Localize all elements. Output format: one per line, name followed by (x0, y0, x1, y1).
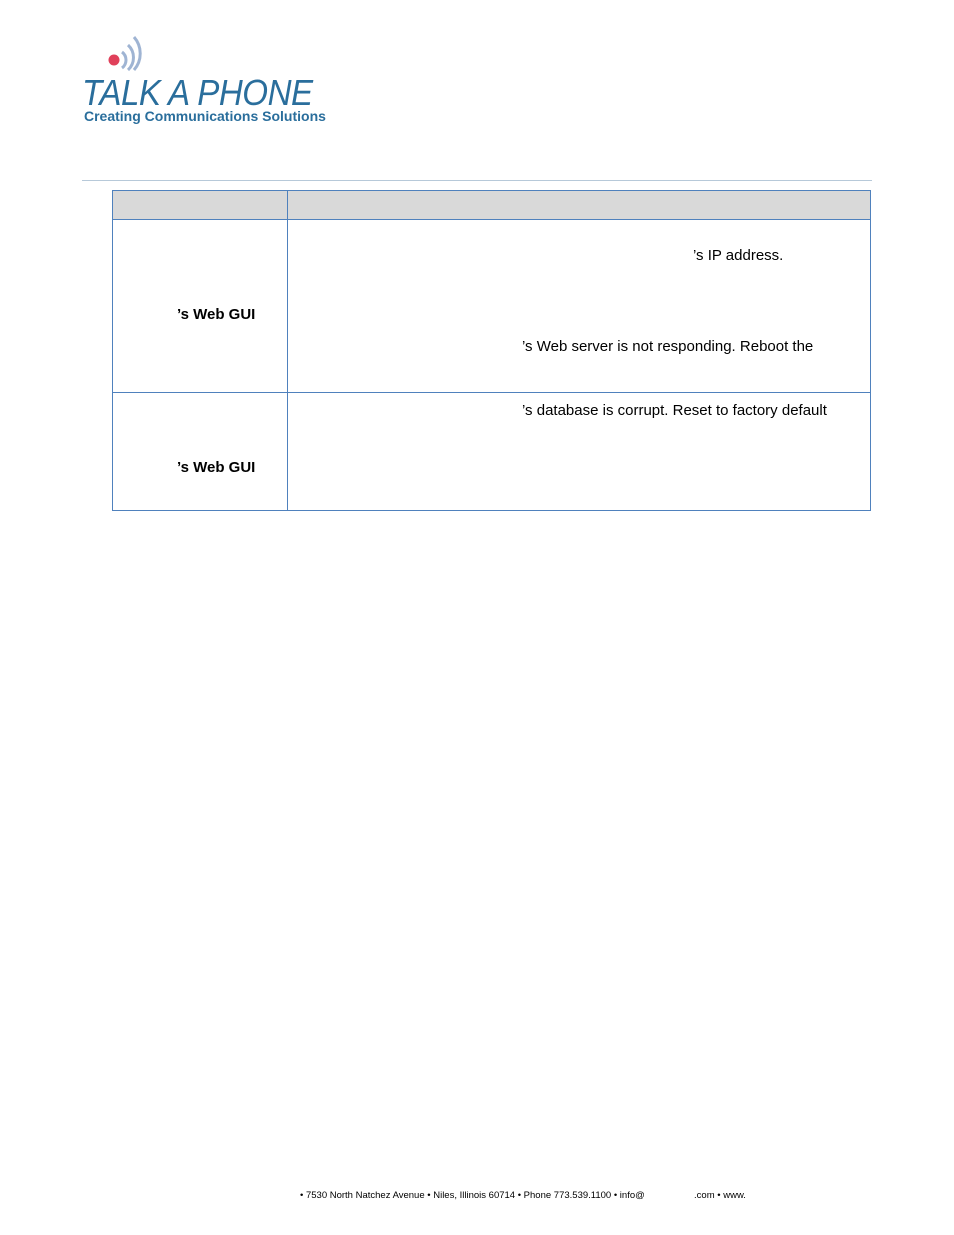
logo-tagline: Creating Communications Solutions (84, 108, 326, 124)
table-row (113, 220, 871, 393)
sound-waves-icon (106, 32, 156, 72)
header-divider (82, 180, 872, 181)
header-cell-solution (288, 191, 871, 220)
problem-cell (113, 220, 288, 393)
solution-cell (288, 220, 871, 393)
logo-wordmark: TALK A PHONE (82, 72, 313, 113)
page-footer (300, 1190, 746, 1201)
problem-text: ’s Web GUI (177, 459, 256, 476)
problem-cell (113, 393, 288, 511)
table-header-row (113, 191, 871, 220)
header-cell-problem (113, 191, 288, 220)
solution-line: ’s database is corrupt. Reset to factory default (522, 402, 827, 419)
troubleshooting-table (112, 190, 871, 511)
solution-cell (288, 393, 871, 511)
company-logo (82, 32, 352, 127)
footer-web: .com • www. (694, 1190, 746, 1201)
footer-address: • 7530 North Natchez Avenue • Niles, Illinois 60714 • Phone 773.539.1100 • info@ (300, 1190, 645, 1201)
problem-text: ’s Web GUI (177, 306, 256, 323)
solution-line: ’s IP address. (693, 247, 784, 264)
table-row (113, 393, 871, 511)
solution-line: ’s Web server is not responding. Reboot the (522, 338, 814, 355)
